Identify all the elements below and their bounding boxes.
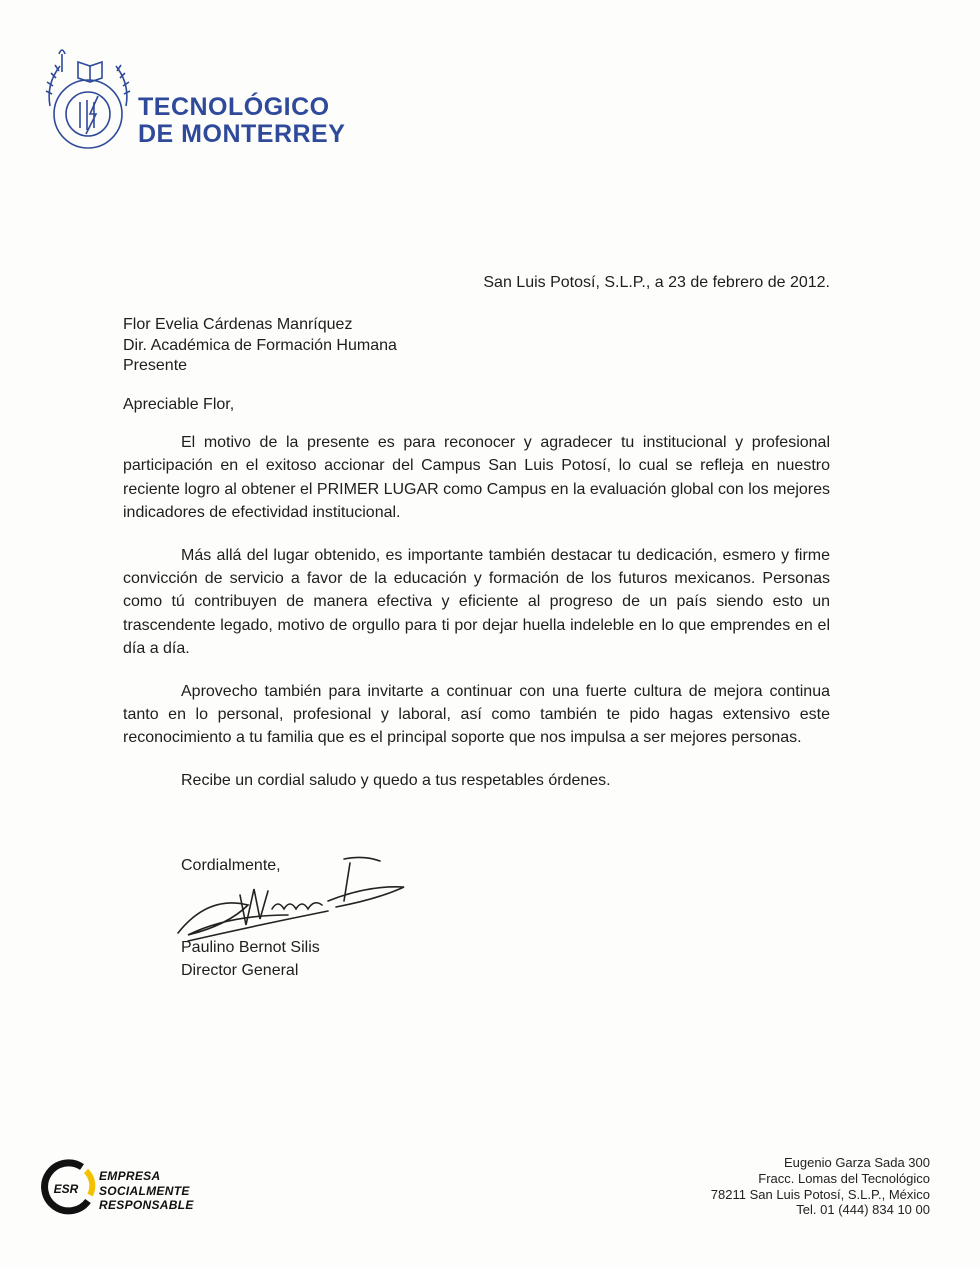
- recipient-presente: Presente: [123, 357, 188, 374]
- closing: Cordialmente,: [181, 857, 281, 874]
- body-paragraph-2: Más allá del lugar obtenido, es importante también destacar tu dedicación, esmero y firme convicción de servicio a favor de la educación y formación de los futuros mexicanos. Personas como tú contribuyen de manera efectiva y eficiente al progreso de un país siendo esto un trascendente legado, motivo de orgullo para ti por dejar huella indeleble en lo que emprendes en el día a día.: [123, 546, 830, 658]
- institution-name: [138, 94, 345, 148]
- signer-block: [181, 936, 320, 982]
- body-paragraph-4: Recibe un cordial saludo y quedo a tus respetables órdenes.: [181, 771, 611, 789]
- letter-date: San Luis Potosí, S.L.P., a 23 de febrero de 2012.: [483, 274, 830, 291]
- body-paragraph-3: Aprovecho también para invitarte a continuar con una fuerte cultura de mejora continua tanto en lo personal, profesional y laboral, así como también te pido hagas extensivo este reconocimiento a tu familia que es el principal soporte que nos impulsa a ser mejores personas.: [123, 682, 830, 747]
- esr-line3: RESPONSABLE: [99, 1198, 194, 1212]
- recipient-position: Dir. Académica de Formación Humana: [123, 336, 397, 354]
- esr-line1: EMPRESA: [99, 1169, 161, 1183]
- esr-logo: [40, 1157, 96, 1217]
- address-line1: Eugenio Garza Sada 300: [784, 1155, 930, 1170]
- institution-name-line1: TECNOLÓGICO: [138, 93, 330, 121]
- signer-name: Paulino Bernot Silis: [181, 939, 320, 956]
- address-line3: 78211 San Luis Potosí, S.L.P., México: [710, 1186, 930, 1202]
- address-phone: Tel. 01 (444) 834 10 00: [796, 1202, 930, 1218]
- body-paragraph-1: El motivo de la presente es para reconocer y agradecer tu institucional y profesional participación en el exitoso accionar del Campus San Luis Potosí, lo cual se refleja en nuestro reciente logro al obtener el PRIMER LUGAR como Campus en la evaluación global con los mejores indicadores de efectividad institucional.: [123, 434, 831, 522]
- letter-body: [123, 431, 830, 811]
- signer-title: Director General: [181, 962, 299, 979]
- esr-label: [99, 1169, 194, 1213]
- recipient-name: Flor Evelia Cárdenas Manríquez: [123, 316, 353, 333]
- esr-line2: SOCIALMENTE: [99, 1183, 190, 1198]
- salutation: Apreciable Flor,: [123, 396, 235, 413]
- tec-seal-logo: [40, 44, 136, 154]
- recipient-block: [123, 315, 397, 377]
- footer-address: [711, 1155, 930, 1218]
- institution-name-line2: DE MONTERREY: [138, 120, 346, 148]
- esr-badge-text: ESR: [53, 1182, 79, 1196]
- address-line2: Fracc. Lomas del Tecnológico: [758, 1170, 930, 1186]
